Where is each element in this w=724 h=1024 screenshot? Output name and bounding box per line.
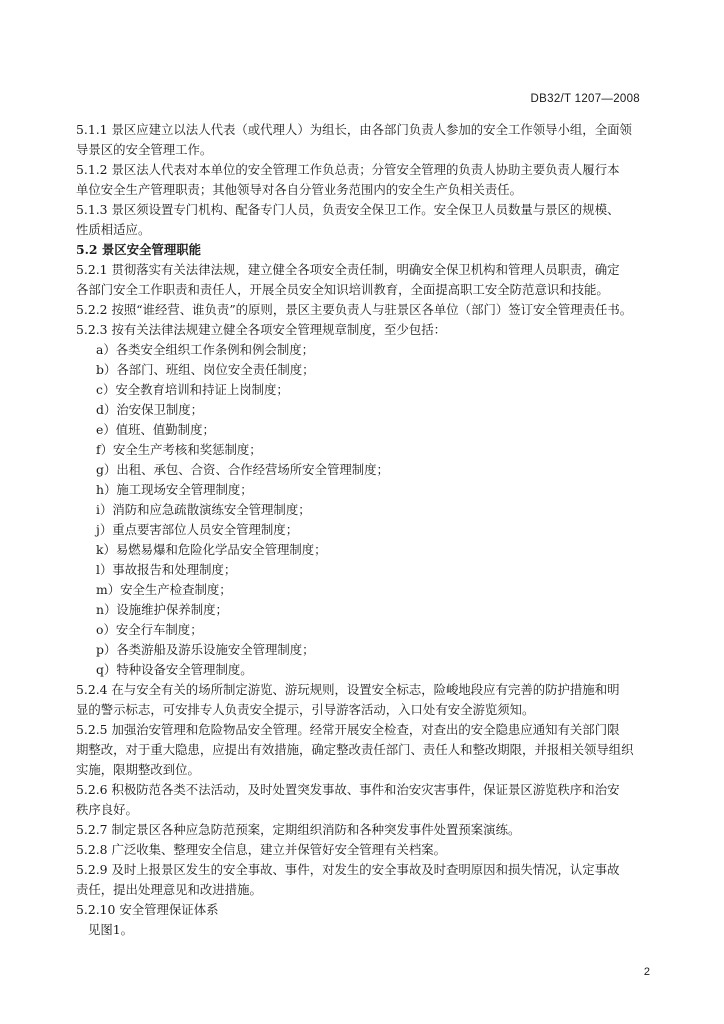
list-item: e）值班、值勤制度； xyxy=(96,422,215,437)
clause-5-1-1-line1: 5.1.1 景区应建立以法人代表（或代理人）为组长，由各部门负责人参加的安全工作领导小组，全面领 xyxy=(76,122,632,137)
list-item: a）各类安全组织工作条例和例会制度； xyxy=(96,342,315,357)
clause-5-2-1-line1: 5.2.1 贯彻落实有关法律法规，建立健全各项安全责任制，明确安全保卫机构和管理人员职责，确定 xyxy=(76,262,620,277)
document-id: DB32/T 1207—2008 xyxy=(530,93,640,105)
clause-5-1-3-line2: 性质相适应。 xyxy=(76,222,151,237)
clause-5-1-1-line2: 导景区的安全管理工作。 xyxy=(76,142,213,157)
section-heading-5-2: 5.2 景区安全管理职能 xyxy=(76,242,201,257)
list-item: i）消防和应急疏散演练安全管理制度； xyxy=(96,502,311,517)
list-item: d）治安保卫制度； xyxy=(96,402,204,417)
clause-5-2-6-line2: 秩序良好。 xyxy=(76,802,138,817)
clause-5-2-9-line2: 责任，提出处理意见和改进措施。 xyxy=(76,882,262,897)
clause-5-2-10: 5.2.10 安全管理保证体系 xyxy=(76,902,219,917)
list-item: b）各部门、班组、岗位安全责任制度； xyxy=(96,362,315,377)
page-number: 2 xyxy=(643,966,650,978)
clause-5-1-2-line2: 单位安全生产管理职责；其他领导对各自分管业务范围内的安全生产负相关责任。 xyxy=(76,182,523,197)
list-item: p）各类游船及游乐设施安全管理制度； xyxy=(96,642,315,657)
list-item: n）设施维护保养制度； xyxy=(96,602,228,617)
clause-5-2-9-line1: 5.2.9 及时上报景区发生的安全事故、事件，对发生的安全事故及时查明原因和损失情况，认定事故 xyxy=(76,862,620,877)
clause-5-2-4-line2: 显的警示标志，可安排专人负责安全提示，引导游客活动，入口处有安全游览须知。 xyxy=(76,702,535,717)
list-item: g）出租、承包、合资、合作经营场所安全管理制度； xyxy=(96,462,389,477)
clause-5-2-8: 5.2.8 广泛收集、整理安全信息，建立并保管好安全管理有关档案。 xyxy=(76,842,447,857)
list-item: j）重点要害部位人员安全管理制度； xyxy=(96,522,299,537)
document-body xyxy=(76,120,656,940)
clause-5-2-2: 5.2.2 按照“谁经营、谁负责”的原则，景区主要负责人与驻景区各单位（部门）签订安全管理责任书。 xyxy=(76,302,633,317)
clause-5-2-5-line1: 5.2.5 加强治安管理和危险物品安全管理。经常开展安全检查，对查出的安全隐患应通知有关部门限 xyxy=(76,722,620,737)
list-item: k）易燃易爆和危险化学品安全管理制度； xyxy=(96,542,327,557)
see-figure-note: 见图1。 xyxy=(88,922,134,937)
clause-5-2-6-line1: 5.2.6 积极防范各类不法活动，及时处置突发事故、事件和治安灾害事件，保证景区游览秩序和治安 xyxy=(76,782,620,797)
clause-5-2-7: 5.2.7 制定景区各种应急防范预案，定期组织消防和各种突发事件处置预案演练。 xyxy=(76,822,521,837)
list-item: q）特种设备安全管理制度。 xyxy=(96,662,253,677)
list-item: c）安全教育培训和持证上岗制度； xyxy=(96,382,289,397)
list-item: f）安全生产考核和奖惩制度； xyxy=(96,442,262,457)
clause-5-1-3-line1: 5.1.3 景区须设置专门机构、配备专门人员，负责安全保卫工作。安全保卫人员数量与景区的规模、 xyxy=(76,202,620,217)
clause-5-2-5-line3: 实施，限期整改到位。 xyxy=(76,762,200,777)
clause-5-2-1-line2: 各部门安全工作职责和责任人，开展全员安全知识培训教育，全面提高职工安全防范意识和技能。 xyxy=(76,282,609,297)
clause-5-2-4-line1: 5.2.4 在与安全有关的场所制定游览、游玩规则，设置安全标志，险峻地段应有完善的防护措施和明 xyxy=(76,682,620,697)
clause-5-2-3: 5.2.3 按有关法律法规建立健全各项安全管理规章制度，至少包括： xyxy=(76,322,447,337)
clause-5-1-2-line1: 5.1.2 景区法人代表对本单位的安全管理工作负总责；分管安全管理的负责人协助主要负责人履行本 xyxy=(76,162,620,177)
list-item: m）安全生产检查制度； xyxy=(96,582,232,597)
clause-5-2-5-line2: 期整改，对于重大隐患，应提出有效措施，确定整改责任部门、责任人和整改期限，并报相关领导组织 xyxy=(76,742,634,757)
list-item: l）事故报告和处理制度； xyxy=(96,562,237,577)
list-item: h）施工现场安全管理制度； xyxy=(96,482,253,497)
list-item: o）安全行车制度； xyxy=(96,622,203,637)
